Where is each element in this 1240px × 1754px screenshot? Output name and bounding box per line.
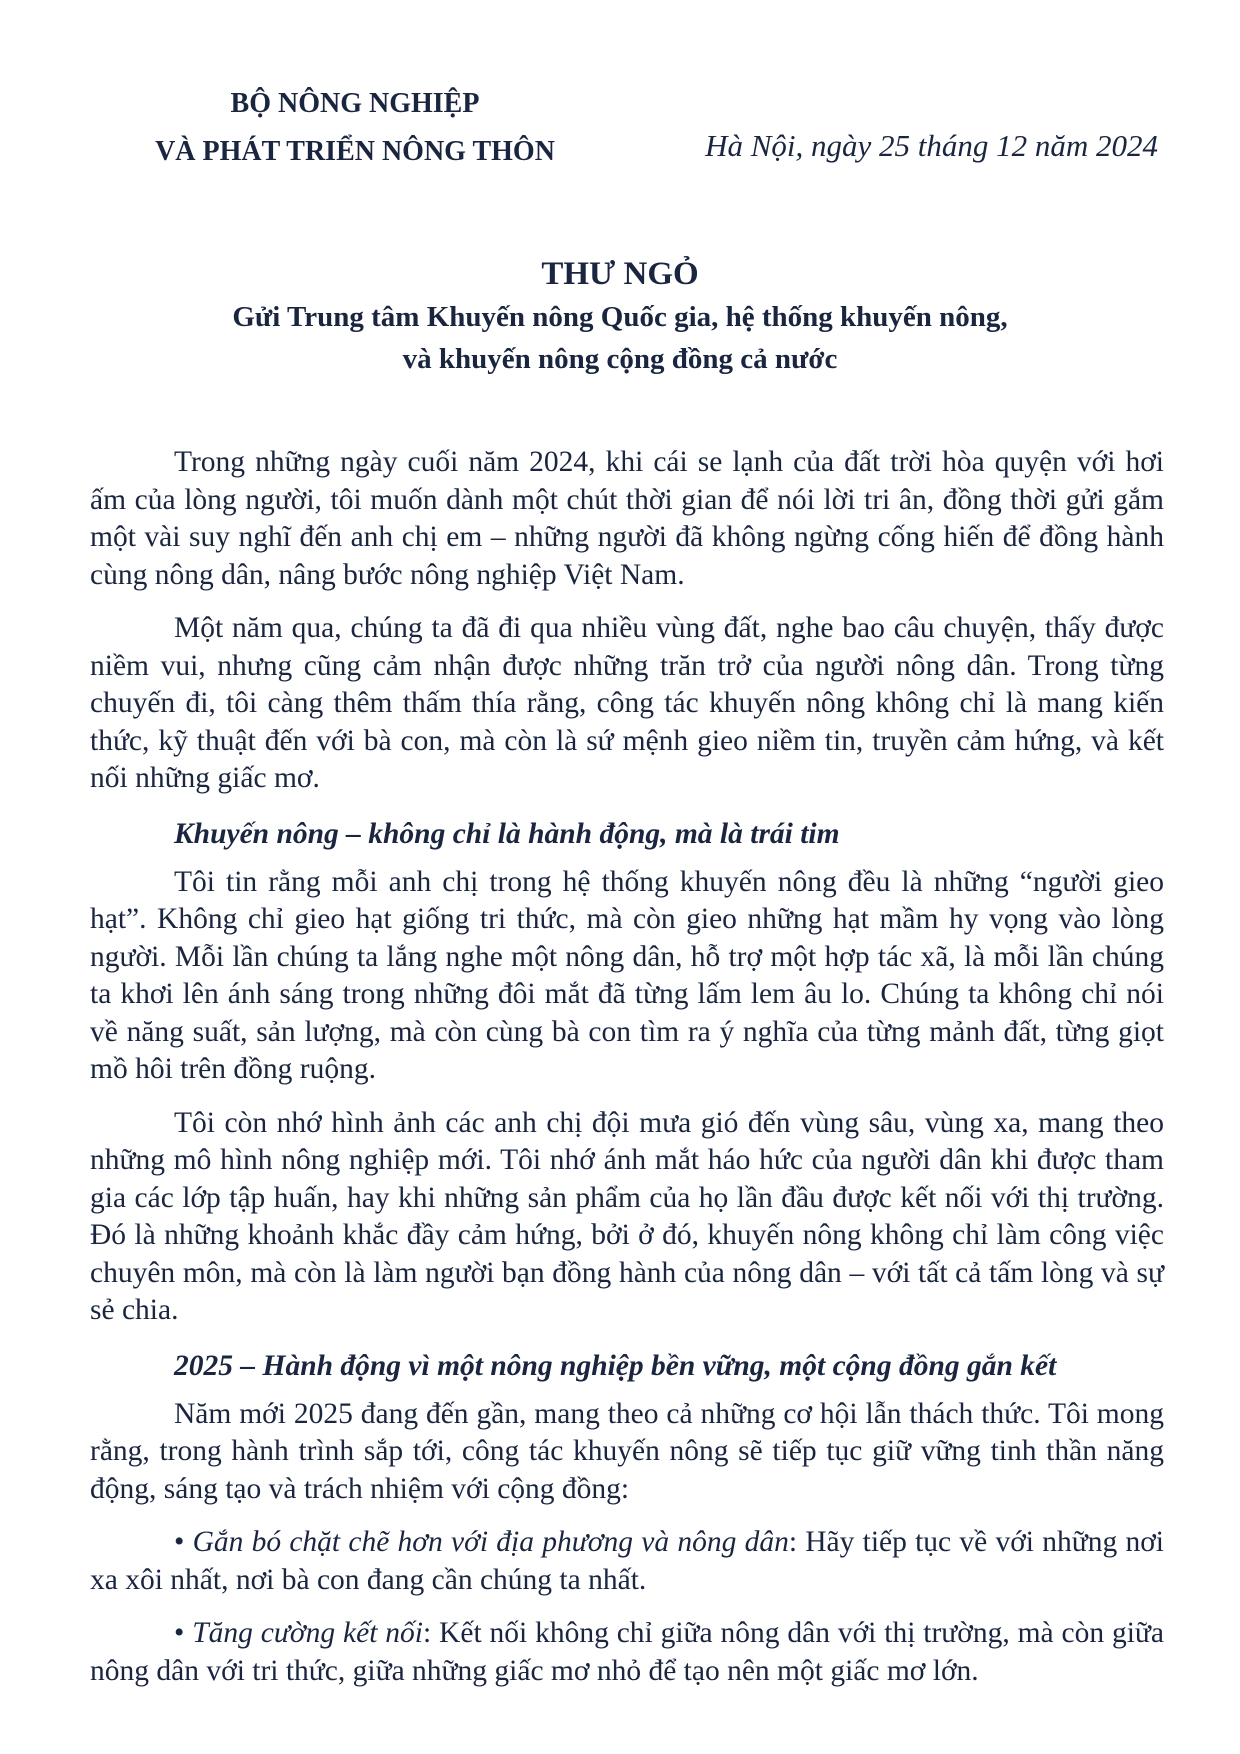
bullet-marker: • bbox=[174, 1617, 185, 1649]
letter-title: THƯ NGỎ bbox=[541, 256, 699, 292]
ministry-name-line2: VÀ PHÁT TRIỂN NÔNG THÔN bbox=[155, 136, 555, 167]
bullet-lead: Tăng cường kết nối bbox=[192, 1617, 423, 1649]
letter-recipient-line2: và khuyến nông cộng đồng cả nước bbox=[402, 343, 838, 375]
letter-recipient-line1: Gửi Trung tâm Khuyến nông Quốc gia, hệ thống khuyến nông, bbox=[232, 301, 1008, 333]
section-heading-1: Khuyến nông – không chỉ là hành động, mà là trái tim bbox=[174, 817, 840, 850]
date-line: Hà Nội, ngày 25 tháng 12 năm 2024 bbox=[705, 128, 1158, 163]
bullet-lead: Gắn bó chặt chẽ hơn với địa phương và nông dân bbox=[192, 1526, 789, 1558]
letter-title-block bbox=[90, 252, 1150, 380]
bullet-marker: • bbox=[174, 1526, 185, 1558]
paragraph-4: Tôi còn nhớ hình ảnh các anh chị đội mưa gió đến vùng sâu, vùng xa, mang theo những mô hình nông nghiệp mới. Tôi nhớ ánh mắt háo hức của người dân khi được tham gia các lớp tập huấn, hay khi những sản phẩm của họ lần đầu được kết nối với thị trường. Đó là những khoảnh khắc đầy cảm hứng, bởi ở đó, khuyến nông không chỉ làm công việc chuyên môn, mà còn là làm người bạn đồng hành của nông dân – với tất cả tấm lòng và sự sẻ chia. bbox=[90, 1106, 1164, 1326]
letter-body bbox=[90, 444, 1164, 1706]
section-heading-2: 2025 – Hành động vì một nông nghiệp bền vững, một cộng đồng gắn kết bbox=[174, 1349, 1057, 1382]
paragraph-2: Một năm qua, chúng ta đã đi qua nhiều vùng đất, nghe bao câu chuyện, thấy được niềm vui, nhưng cũng cảm nhận được những trăn trở của người nông dân. Trong từng chuyến đi, tôi càng thêm thấm thía rằng, công tác khuyến nông không chỉ là mang kiến thức, kỹ thuật đến với bà con, mà còn là sứ mệnh gieo niềm tin, truyền cảm hứng, và kết nối những giấc mơ. bbox=[90, 612, 1164, 794]
bullet-text: : Kết nối không chỉ giữa nông dân với thị trường, mà còn giữa nông dân với tri thức, giữa những giấc mơ nhỏ để tạo nên một giấc mơ lớn. bbox=[90, 1617, 1165, 1687]
bullet-item-1 bbox=[90, 1524, 1164, 1599]
bullet-item-2 bbox=[90, 1615, 1164, 1690]
bullet-text: : Hãy tiếp tục về với những nơi xa xôi nhất, nơi bà con đang cần chúng ta nhất. bbox=[90, 1526, 1164, 1596]
paragraph-1: Trong những ngày cuối năm 2024, khi cái se lạnh của đất trời hòa quyện với hơi ấm của lòng người, tôi muốn dành một chút thời gian để nói lời tri ân, đồng thời gửi gắm một vài suy nghĩ đến anh chị em – những người đã không ngừng cống hiến để đồng hành cùng nông dân, nâng bước nông nghiệp Việt Nam. bbox=[90, 446, 1164, 591]
paragraph-5: Năm mới 2025 đang đến gần, mang theo cả những cơ hội lẫn thách thức. Tôi mong rằng, trong hành trình sắp tới, công tác khuyến nông sẽ tiếp tục giữ vững tinh thần năng động, sáng tạo và trách nhiệm với cộng đồng: bbox=[90, 1397, 1164, 1505]
paragraph-3: Tôi tin rằng mỗi anh chị trong hệ thống khuyến nông đều là những “người gieo hạt”. Không chỉ gieo hạt giống tri thức, mà còn gieo những hạt mầm hy vọng vào lòng người. Mỗi lần chúng ta lắng nghe một nông dân, hỗ trợ một hợp tác xã, là mỗi lần chúng ta khơi lên ánh sáng trong những đôi mắt đã từng lấm lem âu lo. Chúng ta không chỉ nói về năng suất, sản lượng, mà còn cùng bà con tìm ra ý nghĩa của từng mảnh đất, từng giọt mồ hôi trên đồng ruộng. bbox=[90, 865, 1164, 1085]
ministry-header bbox=[90, 80, 620, 176]
ministry-name-line1: BỘ NÔNG NGHIỆP bbox=[230, 88, 480, 119]
